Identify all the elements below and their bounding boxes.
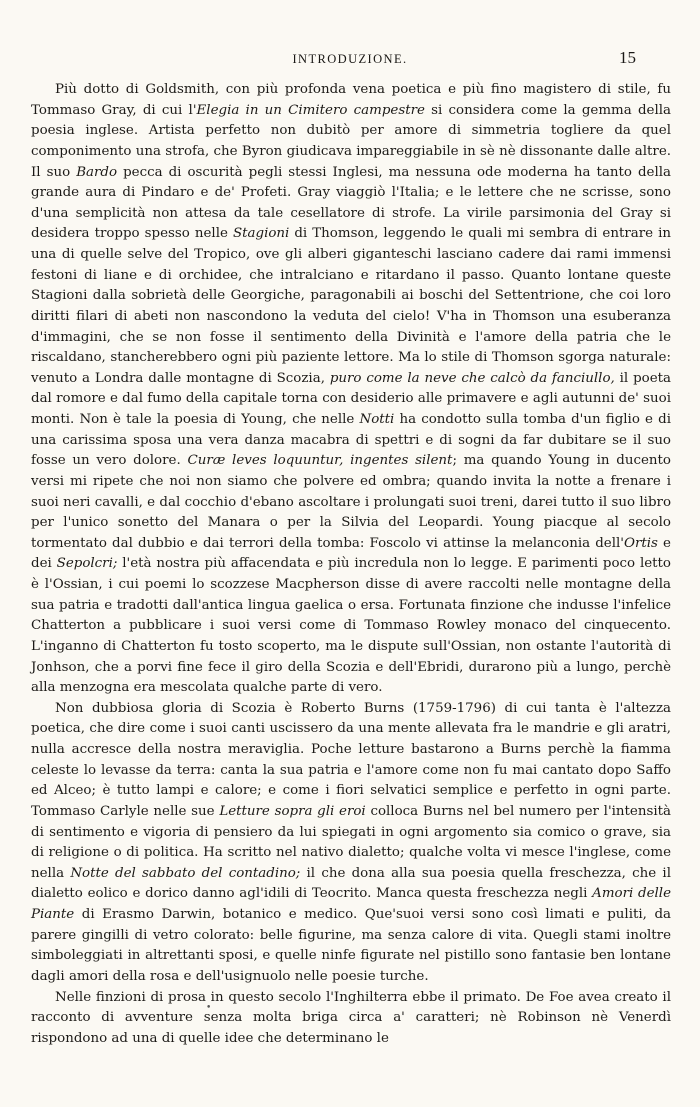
text-run: colloca Burns nel bel numero per l'intensità di sentimento e vigoria di pensiero da lui spiegati in ogni argomento sia comico o grave, sia di religione o di politica. Ha scritto nel nativo dialetto; qualche volta vi mesce l'inglese, come nella (31, 803, 671, 881)
text-run: di Erasmo Darwin, botanico e medico. Que'suoi versi sono così limati e puliti, da parere gingilli di vetro colorato: belle figurine, ma senza calore di vita. Quegli stami inoltre simboleggiati in altrettanti sposi, e quelle ninfe figurate nel pistillo sono fantasie ben lontane dagli amori della rosa e dell'usignuolo nelle poesie turche. (31, 907, 671, 984)
paragraph (31, 80, 671, 699)
text-run: Non dubbiosa gloria di Scozia è Roberto Burns (1759-1796) di cui tanta è l'altezza poetica, che dire come i suoi canti uscissero da una mente allevata fra le mandrie e gli aratri, nulla accresce della nostra meraviglia. Poche letture bastarono a Burns perchè la fiamma celeste lo levasse da terra: canta la sua patria e l'amore come non fu mai cantato dopo Saffo ed Alceo; è tutto lampi e calore; e come i fiori selvatici semplice e perfetto in ogni parte. Tommaso Carlyle nelle sue (31, 700, 671, 819)
text-run: Più dotto di Goldsmith, con più profonda vena poetica e più fino magistero di stile, fu Tommaso Gray, di cui l' (31, 82, 671, 118)
italic-title: Sepolcri; (56, 556, 118, 572)
italic-title: Elegia in un Cimitero campestre (196, 102, 425, 118)
chapter-title: INTRODUZIONE. (292, 52, 408, 66)
text-run: ; ma quando Young in ducento versi mi ripete che noi non siamo che polvere ed ombra; quando invita la notte a frenare i suoi neri cavalli, e dal cocchio d'ebano ascoltare i prolungati suoi treni, darei tutto il suo libro per l'unico sonetto del Manara o per la Silvia del Leopardi. Young piacque al secolo tormentato dal dubbio e dai terrori della tomba: Foscolo vi attinse la melanconia dell' (31, 453, 671, 551)
italic-title: Amori delle Piante (31, 886, 672, 922)
running-header (0, 48, 700, 74)
italic-title: Notti (359, 412, 395, 427)
page-number: 15 (619, 48, 636, 67)
italic-title: Curæ leves loquuntur, ingentes silent (187, 453, 453, 469)
text-run: si considera come la gemma della poesia inglese. Artista perfetto non dubitò per amore di simmetria togliere da quel componimento una strofa, che Byron giudicava impareggiabile in sè nè dissonante dalle altre. Il suo (31, 102, 671, 180)
text-run: Nelle finzioni di prosa in questo secolo l'Inghilterra ebbe il primato. De Foe avea creato il racconto di avventure senza molta briga circa a' caratteri; nè Robinson nè Venerdì rispondono ad una di quelle idee che determinano le (31, 989, 671, 1046)
text-run: pecca di oscurità pegli stessi Inglesi, ma nessuna ode moderna ha tanto della grande aura di Pindaro e de' Profeti. Gray viaggiò l'Italia; e le lettere che ne scrisse, sono d'una semplicità non attesa da tale cesellatore di strofe. La virile parsimonia del Gray si desidera troppo spesso nelle (31, 164, 671, 242)
paragraph (31, 699, 671, 988)
italic-title: Notte del sabbato del contadino; (70, 865, 301, 881)
text-run: ha condotto sulla tomba d'un figlio e di una carissima sposa una vera danza macabra di spettri e di sogni da far dubitare se il suo fosse un vero dolore. (31, 412, 671, 469)
text-run: l'età nostra più affacendata e più incredula non lo legge. E parimenti poco letto è l'Ossian, i cui poemi lo scozzese Macpherson disse di avere raccolti nelle montagne della sua patria e tradotti dall'antica lingua gaelica o ersa. Fortunata finzione che indusse l'infelice Chatterton a pubblicare i suoi versi come di Tommaso Rowley monaco del cinquecento. L'inganno di Chatterton fu tosto scoperto, ma le dispute sull'Ossian, non ostante l'autorità di Jonhson, che a porvi fine fece il giro della Scozia e dell'Ebridi, durarono più a lungo, perchè alla menzogna era mescolata qualche parte di vero. (31, 556, 671, 696)
italic-title: puro come la neve che calcò da fanciullo, (329, 370, 615, 386)
text-run: e dei (31, 535, 671, 572)
italic-title: Letture sopra gli eroi (219, 803, 366, 819)
body-text (31, 80, 671, 1049)
text-run: il poeta dal romore e dal fumo della capitale torna con desiderio alle primavere e agli autunni de' suoi monti. Non è tale la poesia di Young, che nelle (31, 370, 671, 427)
text-run: il che dona alla sua poesia quella freschezza, che il dialetto eolico e dorico danno agl'idili di Teocrito. Manca questa freschezza negli (31, 865, 671, 902)
print-speck: • (206, 1003, 212, 1013)
paragraph (31, 988, 671, 1050)
italic-title: Ortis (623, 535, 658, 551)
italic-title: Bardo (76, 164, 118, 180)
text-run: di Thomson, leggendo le quali mi sembra di entrare in una di quelle selve del Tropico, ove gli alberi giganteschi lasciano cadere dai rami immensi festoni di liane e di orchidee, che intralciano e ritardano il passo. Quanto lontane queste Stagioni dalla sobrietà delle Georgiche, paragonabili ai boschi del Settentrione, che coi loro diritti filari di abeti non nascondono la veduta del cielo! V'ha in Thomson una esuberanza d'immagini, che se non fosse il sentimento della Divinità e l'amore della patria che le riscaldano, stancherebbero ogni più paziente lettore. Ma lo stile di Thomson sgorga naturale: venuto a Londra dalle montagne di Scozia, (31, 226, 671, 386)
italic-title: Stagioni (232, 226, 290, 242)
